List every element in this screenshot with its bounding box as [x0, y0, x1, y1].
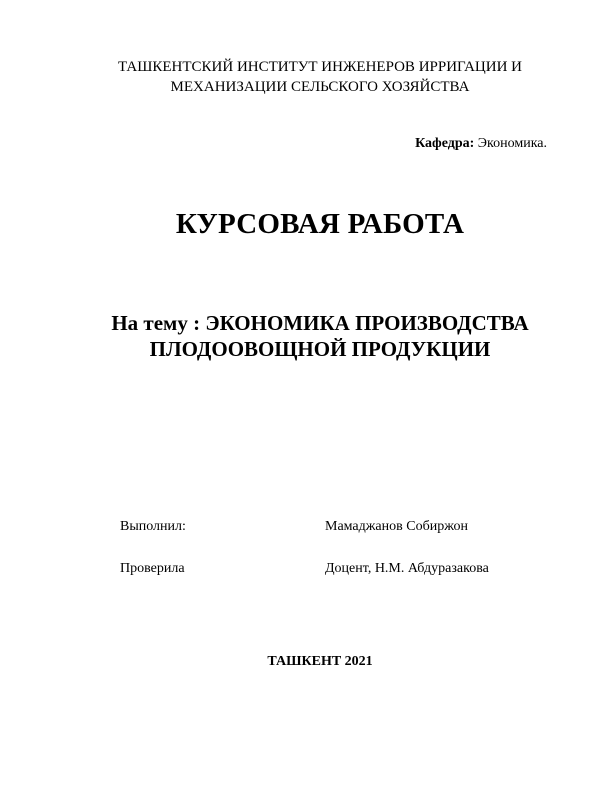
- department-value: Экономика.: [477, 136, 547, 151]
- reviewer-name: Доцент, Н.М. Абдуразакова: [325, 561, 489, 576]
- institute-name: [60, 57, 580, 97]
- city-year: ТАШКЕНТ 2021: [267, 654, 373, 669]
- topic-line-1: На тему : ЭКОНОМИКА ПРОИЗВОДСТВА: [111, 311, 529, 335]
- institute-name-line-2: МЕХАНИЗАЦИИ СЕЛЬСКОГО ХОЗЯЙСТВА: [170, 79, 470, 95]
- author-role: Выполнил:: [120, 519, 186, 534]
- topic-line-2: ПЛОДООВОЩНОЙ ПРОДУКЦИИ: [149, 337, 491, 361]
- reviewer-role: Проверила: [120, 561, 185, 576]
- department: [415, 135, 547, 153]
- department-label: Кафедра:: [415, 136, 475, 151]
- author-name: Мамаджанов Собиржон: [325, 519, 469, 534]
- topic-heading: [60, 310, 580, 362]
- institute-name-line-1: ТАШКЕНТСКИЙ ИНСТИТУТ ИНЖЕНЕРОВ ИРРИГАЦИИ И: [117, 59, 522, 75]
- work-type-heading: КУРСОВАЯ РАБОТА: [175, 208, 465, 240]
